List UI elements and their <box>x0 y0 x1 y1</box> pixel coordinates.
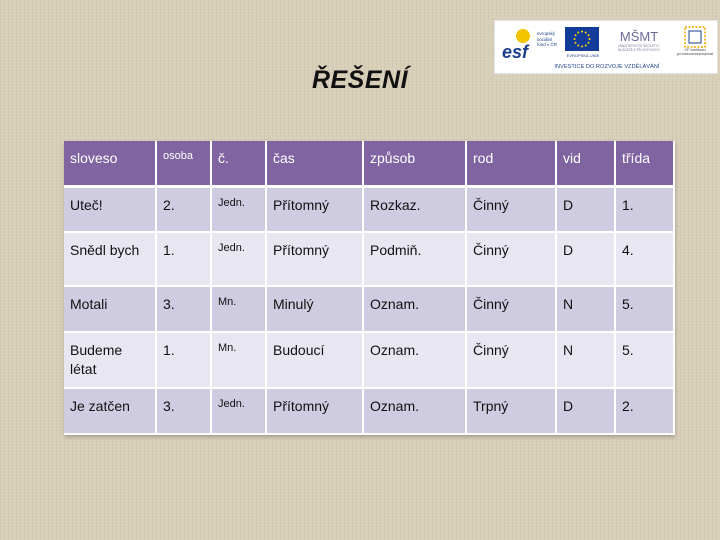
cell-cislo: Mn. <box>211 286 266 332</box>
header-osoba: osoba <box>156 141 211 186</box>
cell-cislo: Jedn. <box>211 186 266 232</box>
msmt-text-line: MINISTERSTVO ŠKOLSTVÍ, <box>618 44 660 48</box>
solution-table-grid <box>64 141 675 435</box>
cell-sloveso: Budeme létat <box>64 332 156 388</box>
cell-trida: 4. <box>615 232 674 286</box>
op-logo-icon <box>675 25 715 49</box>
cell-zpusob: Rozkaz. <box>363 186 466 232</box>
cell-sloveso: Snědl bych <box>64 232 156 286</box>
table-header-row <box>64 141 674 186</box>
cell-rod: Činný <box>466 186 556 232</box>
table-row <box>64 286 674 332</box>
cell-cas: Přítomný <box>266 232 363 286</box>
cell-rod: Trpný <box>466 388 556 434</box>
header-sloveso: sloveso <box>64 141 156 186</box>
page-title: ŘEŠENÍ <box>311 66 409 94</box>
header-cislo: č. <box>211 141 266 186</box>
msmt-logo <box>613 25 665 63</box>
cell-sloveso: Je zatčen <box>64 388 156 434</box>
solution-table <box>64 141 674 435</box>
banner-caption: INVESTICE DO ROZVOJE VZDĚLÁVÁNÍ <box>554 64 660 70</box>
cell-osoba: 3. <box>156 286 211 332</box>
cell-trida: 5. <box>615 286 674 332</box>
eu-flag-logo <box>565 27 601 58</box>
esf-text <box>537 31 557 48</box>
cell-cas: Minulý <box>266 286 363 332</box>
table-row <box>64 232 674 286</box>
esf-logo <box>501 27 561 63</box>
cell-rod: Činný <box>466 332 556 388</box>
op-text-line: OP Vzdělávání <box>684 48 706 52</box>
cell-vid: D <box>556 388 615 434</box>
msmt-logo-icon <box>613 25 665 45</box>
esf-text-line: sociální <box>537 36 553 42</box>
msmt-text-line: MLÁDEŽE A TĚLOVÝCHOVY <box>617 47 661 52</box>
cell-osoba: 2. <box>156 186 211 232</box>
svg-text:esf: esf <box>502 42 529 62</box>
cell-zpusob: Oznam. <box>363 332 466 388</box>
cell-vid: D <box>556 232 615 286</box>
cell-cislo: Jedn. <box>211 232 266 286</box>
cell-zpusob: Podmiň. <box>363 232 466 286</box>
msmt-text <box>613 45 665 53</box>
table-row <box>64 388 674 434</box>
header-zpusob: způsob <box>363 141 466 186</box>
cell-trida: 5. <box>615 332 674 388</box>
op-text <box>675 49 715 57</box>
cell-zpusob: Oznam. <box>363 286 466 332</box>
table-row <box>64 332 674 388</box>
header-vid: vid <box>556 141 615 186</box>
header-trida: třída <box>615 141 674 186</box>
cell-cislo: Mn. <box>211 332 266 388</box>
cell-sloveso: Uteč! <box>64 186 156 232</box>
cell-vid: N <box>556 332 615 388</box>
cell-trida: 2. <box>615 388 674 434</box>
op-text-line: pro konkurenceschopnost <box>676 51 714 56</box>
cell-rod: Činný <box>466 232 556 286</box>
esf-text-line: evropský <box>537 31 556 36</box>
table-row <box>64 186 674 232</box>
esf-text-line: fond v ČR <box>537 42 558 47</box>
cell-osoba: 1. <box>156 232 211 286</box>
cell-vid: N <box>556 286 615 332</box>
header-rod: rod <box>466 141 556 186</box>
header-cas: čas <box>266 141 363 186</box>
cell-cas: Budoucí <box>266 332 363 388</box>
cell-cislo: Jedn. <box>211 388 266 434</box>
eu-flag-icon <box>565 27 599 51</box>
cell-vid: D <box>556 186 615 232</box>
eu-caption: EVROPSKÁ UNIE <box>566 53 600 58</box>
cell-osoba: 3. <box>156 388 211 434</box>
esf-logo-icon <box>501 27 535 63</box>
op-logo <box>675 25 715 65</box>
cell-zpusob: Oznam. <box>363 388 466 434</box>
cell-cas: Přítomný <box>266 186 363 232</box>
cell-cas: Přítomný <box>266 388 363 434</box>
cell-rod: Činný <box>466 286 556 332</box>
svg-text:MŠMT: MŠMT <box>619 29 659 44</box>
cell-sloveso: Motali <box>64 286 156 332</box>
cell-trida: 1. <box>615 186 674 232</box>
cell-osoba: 1. <box>156 332 211 388</box>
